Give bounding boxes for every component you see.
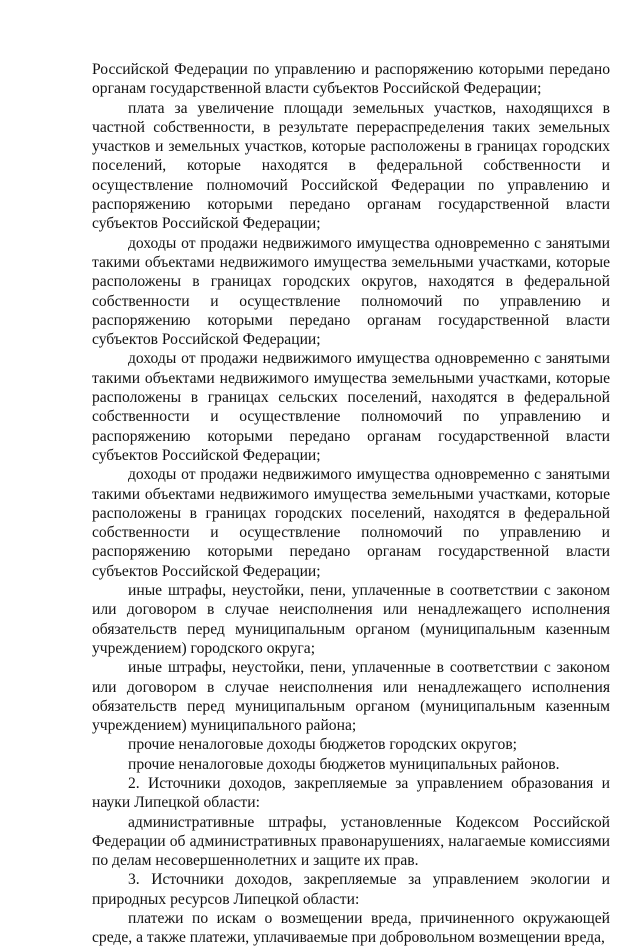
paragraph-other-income-urban: прочие неналоговые доходы бюджетов городских округов; bbox=[128, 736, 518, 754]
paragraph-environmental-damage: платежи по искам о возмещении вреда, причиненного окружающей среде, а также платежи, уплачиваемые при добровольном возмещении вреда, bbox=[92, 910, 610, 947]
paragraph-land-increase-fee: плата за увеличение площади земельных участков, находящихся в частной собственности, в результате перераспределения таких земельных участков и земельных участков, которые расположены в границах городских поселений, которые находятся в федеральной собственности и осуществление полномочий Российской Федерации по управлению и распоряжению которыми передано органам государственной власти субъектов Российской Федерации; bbox=[92, 99, 610, 233]
paragraph-other-income-municipal: прочие неналоговые доходы бюджетов муниципальных районов. bbox=[128, 755, 560, 773]
paragraph-administrative-fines: административные штрафы, установленные Кодексом Российской Федерации об административных правонарушениях, налагаемые комиссиями по делам несовершеннолетних и защите их прав. bbox=[92, 813, 610, 870]
paragraph-sale-rural-settlements: доходы от продажи недвижимого имущества одновременно с занятыми такими объектами недвижимого имущества земельными участками, которые расположены в границах сельских поселений, находятся в федеральной собственности и осуществление полномочий по управлению и распоряжению которыми передано органам государственной власти субъектов Российской Федерации; bbox=[92, 350, 610, 464]
paragraph-sale-urban-settlements: доходы от продажи недвижимого имущества одновременно с занятыми такими объектами недвижимого имущества земельными участками, которые расположены в границах городских поселений, находятся в федеральной собственности и осуществление полномочий по управлению и распоряжению которыми передано органам государственной власти субъектов Российской Федерации; bbox=[92, 466, 610, 580]
paragraph-fines-urban-district: иные штрафы, неустойки, пени, уплаченные в соответствии с законом или договором в случае неисполнения или ненадлежащего исполнения обязательств перед муниципальным органом (муниципальным казенным учреждением) городского округа; bbox=[92, 582, 610, 657]
document-body bbox=[92, 60, 610, 948]
paragraph-sale-urban-districts: доходы от продажи недвижимого имущества одновременно с занятыми такими объектами недвижимого имущества земельными участками, которые расположены в границах городских округов, находятся в федеральной собственности и осуществление полномочий по управлению и распоряжению которыми передано органам государственной власти субъектов Российской Федерации; bbox=[92, 234, 610, 349]
section-3-heading: 3. Источники доходов, закрепляемые за управлением экологии и природных ресурсов Липецкой области: bbox=[92, 871, 610, 908]
paragraph-continuation: Российской Федерации по управлению и распоряжению которыми передано органам государственной власти субъектов Российской Федерации; bbox=[92, 61, 610, 98]
section-2-heading: 2. Источники доходов, закрепляемые за управлением образования и науки Липецкой области: bbox=[92, 774, 610, 812]
paragraph-fines-municipal-district: иные штрафы, неустойки, пени, уплаченные в соответствии с законом или договором в случае неисполнения или ненадлежащего исполнения обязательств перед муниципальным органом (муниципальным казенным учреждением) муниципального района; bbox=[92, 659, 610, 735]
